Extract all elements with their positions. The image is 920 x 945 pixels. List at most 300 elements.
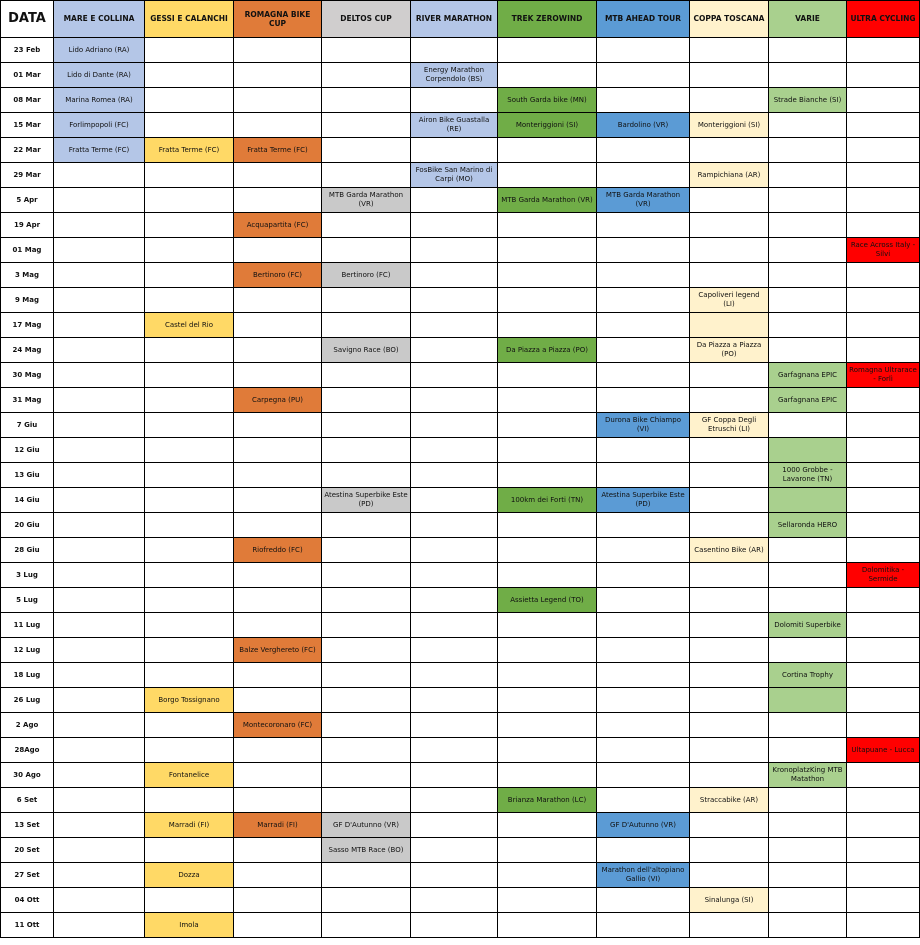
varie-cell	[769, 138, 847, 163]
calendar-body	[1, 38, 920, 938]
deltos-cup-cell	[322, 713, 411, 738]
varie-cell	[769, 313, 847, 338]
romagna-bike-cup-cell	[234, 238, 322, 263]
date-cell: 30 Ago	[1, 763, 54, 788]
river-marathon-cell	[411, 463, 498, 488]
coppa-toscana-cell	[690, 563, 769, 588]
river-marathon-cell: Energy Marathon Corpendolo (BS)	[411, 63, 498, 88]
ultra-cycling-cell	[847, 688, 920, 713]
river-marathon-cell	[411, 613, 498, 638]
romagna-bike-cup-cell	[234, 738, 322, 763]
date-cell: 31 Mag	[1, 388, 54, 413]
mare-e-collina-cell	[54, 813, 145, 838]
varie-cell: Strade Bianche (SI)	[769, 88, 847, 113]
ultra-cycling-cell	[847, 863, 920, 888]
gessi-e-calanchi-cell	[145, 488, 234, 513]
date-cell: 23 Feb	[1, 38, 54, 63]
romagna-bike-cup-cell	[234, 413, 322, 438]
gessi-e-calanchi-cell	[145, 113, 234, 138]
deltos-cup-cell	[322, 788, 411, 813]
romagna-bike-cup-cell	[234, 863, 322, 888]
table-row	[1, 813, 920, 838]
mtb-ahead-tour-cell: GF D'Autunno (VR)	[597, 813, 690, 838]
river-marathon-cell	[411, 538, 498, 563]
trek-zerowind-cell: South Garda bike (MN)	[498, 88, 597, 113]
deltos-cup-cell: Savigno Race (BO)	[322, 338, 411, 363]
coppa-toscana-cell	[690, 713, 769, 738]
romagna-bike-cup-cell	[234, 688, 322, 713]
gessi-e-calanchi-cell: Imola	[145, 913, 234, 938]
coppa-toscana-cell	[690, 663, 769, 688]
date-cell: 28 Giu	[1, 538, 54, 563]
table-row	[1, 713, 920, 738]
romagna-bike-cup-cell	[234, 788, 322, 813]
mtb-ahead-tour-cell	[597, 213, 690, 238]
river-marathon-cell	[411, 913, 498, 938]
romagna-bike-cup-cell	[234, 763, 322, 788]
varie-cell: Dolomiti Superbike	[769, 613, 847, 638]
header-deltos-cup: DELTOS CUP	[322, 1, 411, 38]
deltos-cup-cell	[322, 63, 411, 88]
mtb-ahead-tour-cell	[597, 788, 690, 813]
deltos-cup-cell	[322, 138, 411, 163]
mare-e-collina-cell	[54, 538, 145, 563]
mare-e-collina-cell	[54, 513, 145, 538]
coppa-toscana-cell: Casentino Bike (AR)	[690, 538, 769, 563]
mtb-ahead-tour-cell	[597, 313, 690, 338]
mtb-ahead-tour-cell	[597, 688, 690, 713]
varie-cell	[769, 863, 847, 888]
ultra-cycling-cell	[847, 463, 920, 488]
mtb-ahead-tour-cell	[597, 663, 690, 688]
trek-zerowind-cell	[498, 38, 597, 63]
river-marathon-cell	[411, 188, 498, 213]
trek-zerowind-cell: Da Piazza a Piazza (PO)	[498, 338, 597, 363]
gessi-e-calanchi-cell	[145, 338, 234, 363]
romagna-bike-cup-cell	[234, 463, 322, 488]
gessi-e-calanchi-cell	[145, 88, 234, 113]
gessi-e-calanchi-cell	[145, 888, 234, 913]
mtb-ahead-tour-cell	[597, 638, 690, 663]
trek-zerowind-cell	[498, 713, 597, 738]
ultra-cycling-cell	[847, 313, 920, 338]
table-row	[1, 638, 920, 663]
romagna-bike-cup-cell	[234, 888, 322, 913]
ultra-cycling-cell	[847, 88, 920, 113]
deltos-cup-cell: Atestina Superbike Este (PD)	[322, 488, 411, 513]
mtb-ahead-tour-cell	[597, 563, 690, 588]
trek-zerowind-cell	[498, 288, 597, 313]
ultra-cycling-cell	[847, 838, 920, 863]
coppa-toscana-cell: GF Coppa Degli Etruschi (LI)	[690, 413, 769, 438]
varie-cell	[769, 488, 847, 513]
mare-e-collina-cell	[54, 713, 145, 738]
trek-zerowind-cell	[498, 663, 597, 688]
mare-e-collina-cell	[54, 863, 145, 888]
gessi-e-calanchi-cell	[145, 238, 234, 263]
table-row	[1, 413, 920, 438]
romagna-bike-cup-cell	[234, 188, 322, 213]
deltos-cup-cell: Sasso MTB Race (BO)	[322, 838, 411, 863]
date-cell: 12 Giu	[1, 438, 54, 463]
mare-e-collina-cell	[54, 338, 145, 363]
mare-e-collina-cell: Forlimpopoli (FC)	[54, 113, 145, 138]
mtb-ahead-tour-cell	[597, 513, 690, 538]
date-cell: 19 Apr	[1, 213, 54, 238]
romagna-bike-cup-cell: Balze Verghereto (FC)	[234, 638, 322, 663]
gessi-e-calanchi-cell	[145, 738, 234, 763]
date-cell: 15 Mar	[1, 113, 54, 138]
ultra-cycling-cell	[847, 263, 920, 288]
deltos-cup-cell	[322, 288, 411, 313]
mtb-ahead-tour-cell	[597, 363, 690, 388]
varie-cell	[769, 688, 847, 713]
trek-zerowind-cell	[498, 538, 597, 563]
deltos-cup-cell	[322, 613, 411, 638]
mare-e-collina-cell: Fratta Terme (FC)	[54, 138, 145, 163]
coppa-toscana-cell: Monteriggioni (SI)	[690, 113, 769, 138]
ultra-cycling-cell	[847, 638, 920, 663]
mare-e-collina-cell	[54, 588, 145, 613]
coppa-toscana-cell: Sinalunga (SI)	[690, 888, 769, 913]
romagna-bike-cup-cell	[234, 363, 322, 388]
trek-zerowind-cell	[498, 388, 597, 413]
trek-zerowind-cell	[498, 213, 597, 238]
mare-e-collina-cell	[54, 463, 145, 488]
table-row	[1, 313, 920, 338]
mtb-ahead-tour-cell	[597, 438, 690, 463]
trek-zerowind-cell	[498, 313, 597, 338]
gessi-e-calanchi-cell	[145, 788, 234, 813]
trek-zerowind-cell	[498, 138, 597, 163]
mtb-ahead-tour-cell: Bardolino (VR)	[597, 113, 690, 138]
gessi-e-calanchi-cell	[145, 363, 234, 388]
date-cell: 08 Mar	[1, 88, 54, 113]
gessi-e-calanchi-cell	[145, 613, 234, 638]
mtb-ahead-tour-cell	[597, 138, 690, 163]
varie-cell	[769, 913, 847, 938]
river-marathon-cell	[411, 638, 498, 663]
deltos-cup-cell	[322, 863, 411, 888]
mtb-ahead-tour-cell: Atestina Superbike Este (PD)	[597, 488, 690, 513]
ultra-cycling-cell	[847, 788, 920, 813]
varie-cell	[769, 288, 847, 313]
date-cell: 27 Set	[1, 863, 54, 888]
mtb-ahead-tour-cell	[597, 238, 690, 263]
trek-zerowind-cell	[498, 438, 597, 463]
varie-cell: KronoplatzKing MTB Matathon	[769, 763, 847, 788]
varie-cell	[769, 438, 847, 463]
trek-zerowind-cell	[498, 613, 597, 638]
mare-e-collina-cell	[54, 413, 145, 438]
coppa-toscana-cell	[690, 63, 769, 88]
coppa-toscana-cell	[690, 613, 769, 638]
mare-e-collina-cell	[54, 788, 145, 813]
romagna-bike-cup-cell: Acquapartita (FC)	[234, 213, 322, 238]
table-row	[1, 588, 920, 613]
ultra-cycling-cell	[847, 338, 920, 363]
deltos-cup-cell	[322, 738, 411, 763]
deltos-cup-cell	[322, 113, 411, 138]
gessi-e-calanchi-cell	[145, 838, 234, 863]
mtb-ahead-tour-cell	[597, 763, 690, 788]
gessi-e-calanchi-cell	[145, 638, 234, 663]
river-marathon-cell	[411, 738, 498, 763]
river-marathon-cell	[411, 38, 498, 63]
table-row	[1, 238, 920, 263]
mtb-ahead-tour-cell	[597, 388, 690, 413]
varie-cell	[769, 413, 847, 438]
mare-e-collina-cell	[54, 213, 145, 238]
deltos-cup-cell	[322, 913, 411, 938]
varie-cell	[769, 38, 847, 63]
river-marathon-cell	[411, 488, 498, 513]
gessi-e-calanchi-cell	[145, 288, 234, 313]
romagna-bike-cup-cell	[234, 663, 322, 688]
gessi-e-calanchi-cell: Fontanelice	[145, 763, 234, 788]
river-marathon-cell	[411, 688, 498, 713]
mare-e-collina-cell	[54, 763, 145, 788]
ultra-cycling-cell: Ultapuane - Lucca	[847, 738, 920, 763]
river-marathon-cell	[411, 263, 498, 288]
date-cell: 6 Set	[1, 788, 54, 813]
ultra-cycling-cell	[847, 888, 920, 913]
trek-zerowind-cell	[498, 263, 597, 288]
table-row	[1, 863, 920, 888]
table-row	[1, 913, 920, 938]
river-marathon-cell	[411, 663, 498, 688]
header-mtb-ahead-tour: MTB AHEAD TOUR	[597, 1, 690, 38]
mare-e-collina-cell: Lido Adriano (RA)	[54, 38, 145, 63]
ultra-cycling-cell	[847, 713, 920, 738]
deltos-cup-cell	[322, 313, 411, 338]
table-row	[1, 138, 920, 163]
river-marathon-cell	[411, 563, 498, 588]
mare-e-collina-cell	[54, 638, 145, 663]
mare-e-collina-cell	[54, 238, 145, 263]
romagna-bike-cup-cell: Carpegna (PU)	[234, 388, 322, 413]
mtb-ahead-tour-cell	[597, 63, 690, 88]
river-marathon-cell	[411, 863, 498, 888]
gessi-e-calanchi-cell: Marradi (FI)	[145, 813, 234, 838]
trek-zerowind-cell: Assietta Legend (TO)	[498, 588, 597, 613]
table-row	[1, 363, 920, 388]
varie-cell	[769, 813, 847, 838]
gessi-e-calanchi-cell	[145, 413, 234, 438]
varie-cell: Cortina Trophy	[769, 663, 847, 688]
mare-e-collina-cell	[54, 888, 145, 913]
gessi-e-calanchi-cell	[145, 663, 234, 688]
trek-zerowind-cell	[498, 838, 597, 863]
gessi-e-calanchi-cell	[145, 563, 234, 588]
deltos-cup-cell	[322, 538, 411, 563]
table-row	[1, 338, 920, 363]
coppa-toscana-cell: Capoliveri legend (LI)	[690, 288, 769, 313]
deltos-cup-cell	[322, 213, 411, 238]
romagna-bike-cup-cell: Bertinoro (FC)	[234, 263, 322, 288]
ultra-cycling-cell	[847, 38, 920, 63]
trek-zerowind-cell: Monteriggioni (SI)	[498, 113, 597, 138]
river-marathon-cell	[411, 88, 498, 113]
river-marathon-cell: Airon Bike Guastalla (RE)	[411, 113, 498, 138]
river-marathon-cell	[411, 238, 498, 263]
date-cell: 22 Mar	[1, 138, 54, 163]
gessi-e-calanchi-cell	[145, 213, 234, 238]
deltos-cup-cell: GF D'Autunno (VR)	[322, 813, 411, 838]
mare-e-collina-cell	[54, 288, 145, 313]
coppa-toscana-cell	[690, 313, 769, 338]
gessi-e-calanchi-cell	[145, 263, 234, 288]
mare-e-collina-cell	[54, 363, 145, 388]
mtb-ahead-tour-cell: Marathon dell'altopiano Gallio (VI)	[597, 863, 690, 888]
varie-cell	[769, 538, 847, 563]
date-cell: 04 Ott	[1, 888, 54, 913]
coppa-toscana-cell	[690, 388, 769, 413]
date-cell: 24 Mag	[1, 338, 54, 363]
ultra-cycling-cell	[847, 763, 920, 788]
varie-cell	[769, 563, 847, 588]
gessi-e-calanchi-cell	[145, 513, 234, 538]
trek-zerowind-cell	[498, 813, 597, 838]
gessi-e-calanchi-cell	[145, 163, 234, 188]
mtb-ahead-tour-cell	[597, 538, 690, 563]
deltos-cup-cell	[322, 38, 411, 63]
date-cell: 18 Lug	[1, 663, 54, 688]
mare-e-collina-cell: Lido di Dante (RA)	[54, 63, 145, 88]
romagna-bike-cup-cell	[234, 88, 322, 113]
romagna-bike-cup-cell: Montecoronaro (FC)	[234, 713, 322, 738]
trek-zerowind-cell	[498, 888, 597, 913]
deltos-cup-cell	[322, 663, 411, 688]
coppa-toscana-cell: Straccabike (AR)	[690, 788, 769, 813]
romagna-bike-cup-cell: Riofreddo (FC)	[234, 538, 322, 563]
table-row	[1, 613, 920, 638]
river-marathon-cell: FosBike San Marino di Carpi (MO)	[411, 163, 498, 188]
header-mare-e-collina: MARE E COLLINA	[54, 1, 145, 38]
coppa-toscana-cell	[690, 88, 769, 113]
ultra-cycling-cell	[847, 438, 920, 463]
romagna-bike-cup-cell	[234, 288, 322, 313]
varie-cell: Garfagnana EPIC	[769, 388, 847, 413]
trek-zerowind-cell	[498, 913, 597, 938]
varie-cell	[769, 63, 847, 88]
ultra-cycling-cell	[847, 813, 920, 838]
ultra-cycling-cell: Dolomitika - Sermide	[847, 563, 920, 588]
romagna-bike-cup-cell	[234, 38, 322, 63]
mtb-ahead-tour-cell	[597, 288, 690, 313]
table-row	[1, 263, 920, 288]
table-row	[1, 63, 920, 88]
mtb-ahead-tour-cell	[597, 588, 690, 613]
trek-zerowind-cell	[498, 63, 597, 88]
river-marathon-cell	[411, 438, 498, 463]
deltos-cup-cell	[322, 238, 411, 263]
coppa-toscana-cell	[690, 913, 769, 938]
varie-cell	[769, 263, 847, 288]
mtb-ahead-tour-cell	[597, 338, 690, 363]
varie-cell	[769, 713, 847, 738]
gessi-e-calanchi-cell: Dozza	[145, 863, 234, 888]
coppa-toscana-cell	[690, 188, 769, 213]
gessi-e-calanchi-cell	[145, 63, 234, 88]
gessi-e-calanchi-cell	[145, 463, 234, 488]
ultra-cycling-cell	[847, 488, 920, 513]
varie-cell	[769, 788, 847, 813]
deltos-cup-cell	[322, 88, 411, 113]
table-row	[1, 538, 920, 563]
ultra-cycling-cell: Romagna Ultrarace - Forlì	[847, 363, 920, 388]
coppa-toscana-cell	[690, 263, 769, 288]
river-marathon-cell	[411, 788, 498, 813]
mare-e-collina-cell	[54, 613, 145, 638]
header-row	[1, 1, 920, 38]
deltos-cup-cell	[322, 638, 411, 663]
varie-cell	[769, 338, 847, 363]
ultra-cycling-cell	[847, 113, 920, 138]
mtb-ahead-tour-cell	[597, 713, 690, 738]
deltos-cup-cell	[322, 688, 411, 713]
river-marathon-cell	[411, 213, 498, 238]
romagna-bike-cup-cell	[234, 913, 322, 938]
header-trek-zerowind: TREK ZEROWIND	[498, 1, 597, 38]
table-row	[1, 688, 920, 713]
mtb-ahead-tour-cell	[597, 738, 690, 763]
mare-e-collina-cell: Marina Romea (RA)	[54, 88, 145, 113]
trek-zerowind-cell	[498, 688, 597, 713]
coppa-toscana-cell	[690, 738, 769, 763]
river-marathon-cell	[411, 813, 498, 838]
romagna-bike-cup-cell	[234, 113, 322, 138]
trek-zerowind-cell	[498, 163, 597, 188]
varie-cell: Garfagnana EPIC	[769, 363, 847, 388]
coppa-toscana-cell	[690, 488, 769, 513]
gessi-e-calanchi-cell	[145, 588, 234, 613]
varie-cell	[769, 838, 847, 863]
ultra-cycling-cell: Race Across Italy - Silvi	[847, 238, 920, 263]
deltos-cup-cell	[322, 763, 411, 788]
river-marathon-cell	[411, 888, 498, 913]
mare-e-collina-cell	[54, 488, 145, 513]
ultra-cycling-cell	[847, 213, 920, 238]
trek-zerowind-cell: Brianza Marathon (LC)	[498, 788, 597, 813]
river-marathon-cell	[411, 338, 498, 363]
coppa-toscana-cell	[690, 688, 769, 713]
header-ultra-cycling: ULTRA CYCLING	[847, 1, 920, 38]
mtb-ahead-tour-cell: Durona Bike Chiampo (VI)	[597, 413, 690, 438]
romagna-bike-cup-cell: Fratta Terme (FC)	[234, 138, 322, 163]
trek-zerowind-cell	[498, 863, 597, 888]
date-cell: 28Ago	[1, 738, 54, 763]
header-romagna-bike-cup: ROMAGNA BIKE CUP	[234, 1, 322, 38]
river-marathon-cell	[411, 588, 498, 613]
ultra-cycling-cell	[847, 913, 920, 938]
date-cell: 7 Giu	[1, 413, 54, 438]
varie-cell: 1000 Grobbe - Lavarone (TN)	[769, 463, 847, 488]
header-coppa-toscana: COPPA TOSCANA	[690, 1, 769, 38]
ultra-cycling-cell	[847, 138, 920, 163]
gessi-e-calanchi-cell: Borgo Tossignano	[145, 688, 234, 713]
header-date: DATA	[1, 1, 54, 38]
romagna-bike-cup-cell	[234, 513, 322, 538]
date-cell: 26 Lug	[1, 688, 54, 713]
date-cell: 11 Lug	[1, 613, 54, 638]
date-cell: 13 Giu	[1, 463, 54, 488]
table-row	[1, 288, 920, 313]
deltos-cup-cell	[322, 438, 411, 463]
mare-e-collina-cell	[54, 913, 145, 938]
gessi-e-calanchi-cell	[145, 538, 234, 563]
table-row	[1, 488, 920, 513]
